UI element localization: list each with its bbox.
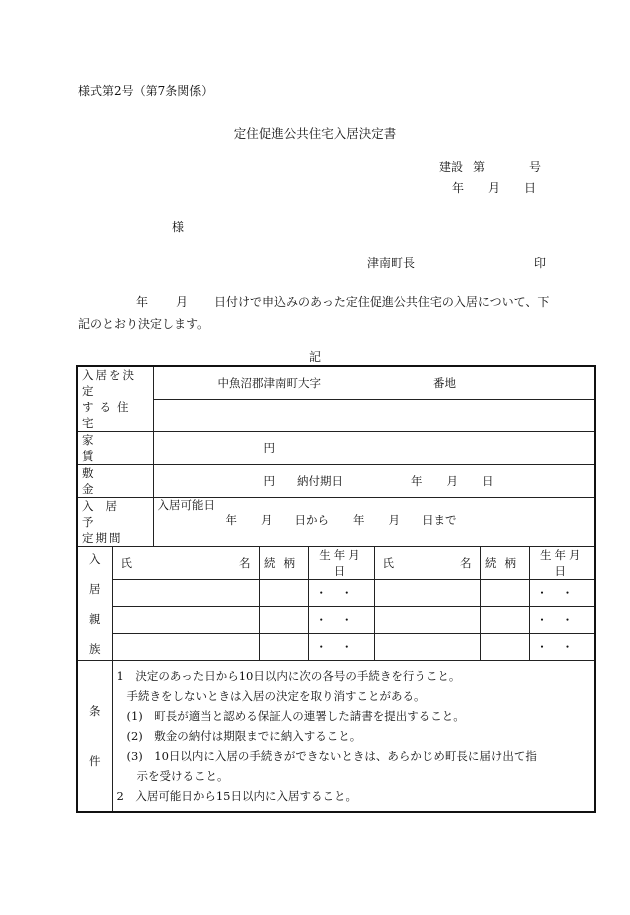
family-birthdate-cell: ・・	[529, 607, 595, 634]
birthdate-header-text: 生年月日	[540, 548, 584, 578]
rent-label-text: 家賃	[82, 433, 142, 463]
issuer-title: 津南町長	[367, 256, 416, 270]
address-suffix: 番地	[433, 375, 456, 390]
statement-text: 日付けで申込みのあった定住促進公共住宅の入居について、下記のとおり決定します。	[78, 295, 550, 331]
period-value	[153, 498, 595, 547]
period-to-month: 月	[388, 513, 400, 527]
conditions-label-char: 条	[89, 704, 101, 718]
period-range	[158, 513, 591, 528]
condition-line: 手続きをしないときは入居の決定を取り消すことがある。	[126, 689, 426, 703]
family-relation-cell	[259, 607, 308, 634]
conditions-label-char: 件	[89, 754, 101, 768]
family-name-cell	[112, 607, 259, 634]
family-label	[77, 547, 112, 661]
conditions-label	[77, 661, 112, 813]
family-row	[77, 580, 595, 607]
period-title: 入居可能日	[157, 498, 215, 512]
seal-mark: 印	[534, 256, 547, 270]
family-label-char: 親	[89, 611, 101, 626]
family-relation-header	[259, 547, 308, 580]
family-name-cell	[112, 580, 259, 607]
dwelling-label-line2: する住宅	[82, 400, 135, 430]
payment-due-month: 月	[446, 474, 458, 488]
statement-year: 年	[136, 295, 149, 309]
family-name-header-2	[374, 547, 480, 580]
payment-due-day: 日	[482, 474, 494, 488]
period-to-day: 日まで	[422, 513, 457, 527]
issue-date-month: 月	[488, 181, 501, 195]
family-birthdate-cell: ・・	[308, 580, 374, 607]
issue-date	[452, 179, 536, 196]
issue-date-day: 日	[524, 181, 537, 195]
period-from-year: 年	[225, 513, 237, 527]
payment-due-label: 納付期日	[297, 474, 343, 488]
condition-line: (1) 町長が適当と認める保証人の連署した請書を提出すること。	[126, 709, 465, 723]
family-relation-cell	[259, 634, 308, 661]
deposit-value	[153, 465, 595, 498]
family-birthdate-cell: ・・	[308, 634, 374, 661]
reference-dai: 第	[473, 160, 486, 174]
family-row	[77, 634, 595, 661]
reference-number	[439, 158, 541, 175]
document-title: 定住促進公共住宅入居決定書	[233, 126, 397, 141]
statement-month: 月	[176, 295, 189, 309]
rent-unit: 円	[263, 441, 275, 455]
period-from-day: 日から	[294, 513, 329, 527]
period-label-line2: 定期間	[82, 531, 123, 545]
dwelling-address	[153, 366, 595, 399]
reference-go: 号	[529, 160, 542, 174]
relation-header-text: 続柄	[264, 556, 303, 570]
condition-line: 示を受けること。	[136, 769, 229, 783]
payment-due-year: 年	[411, 474, 423, 488]
decision-table	[76, 365, 596, 813]
family-row	[77, 607, 595, 634]
conditions-text	[112, 661, 595, 813]
condition-line: 2 入居可能日から15日以内に入居すること。	[116, 789, 357, 803]
birthdate-header-text: 生年月日	[319, 548, 363, 578]
family-relation-header-2	[480, 547, 529, 580]
family-birthdate-header-2	[529, 547, 595, 580]
family-relation-cell	[480, 580, 529, 607]
rent-value	[153, 432, 595, 465]
family-name-cell	[112, 634, 259, 661]
family-label-char: 族	[89, 641, 101, 656]
family-birthdate-header	[308, 547, 374, 580]
condition-line: (2) 敷金の納付は期限までに納入すること。	[126, 729, 362, 743]
form-number-label: 様式第2号（第7条関係）	[78, 84, 214, 98]
family-name-header	[112, 547, 259, 580]
name-header-1: 氏	[120, 556, 132, 570]
family-relation-cell	[259, 580, 308, 607]
deposit-unit: 円	[263, 474, 275, 488]
period-label-line1: 入居予	[82, 499, 129, 529]
dwelling-address-line2	[153, 399, 595, 431]
family-birthdate-cell: ・・	[529, 580, 595, 607]
deposit-label	[77, 465, 153, 498]
address-prefix: 中魚沼郡津南町大字	[217, 375, 321, 390]
reference-prefix: 建設	[439, 160, 464, 174]
rent-label	[77, 432, 153, 465]
name-header-2: 名	[239, 556, 251, 570]
period-to-year: 年	[353, 513, 365, 527]
family-label-char: 入	[89, 551, 101, 566]
deposit-label-text: 敷金	[82, 466, 142, 496]
family-label-char: 居	[89, 581, 101, 596]
addressee-honorific: 様	[172, 220, 185, 234]
period-label	[77, 498, 153, 547]
family-relation-cell	[480, 634, 529, 661]
family-birthdate-cell: ・・	[308, 607, 374, 634]
condition-line: 1 決定のあった日から10日以内に次の各号の手続きを行うこと。	[116, 669, 461, 683]
issue-date-year: 年	[452, 181, 465, 195]
family-relation-cell	[480, 607, 529, 634]
name-header-1: 氏	[382, 556, 394, 570]
dwelling-label-line1: 入居を決定	[82, 368, 136, 398]
ki-heading: 記	[308, 350, 321, 364]
dwelling-label	[77, 366, 153, 432]
decision-statement	[78, 291, 556, 335]
family-name-cell	[374, 634, 480, 661]
family-name-cell	[374, 607, 480, 634]
relation-header-text: 続柄	[485, 556, 524, 570]
period-from-month: 月	[261, 513, 273, 527]
name-header-2: 名	[460, 556, 472, 570]
condition-line: (3) 10日以内に入居の手続きができないときは、あらかじめ町長に届け出て指	[126, 749, 537, 763]
family-name-cell	[374, 580, 480, 607]
family-birthdate-cell: ・・	[529, 634, 595, 661]
